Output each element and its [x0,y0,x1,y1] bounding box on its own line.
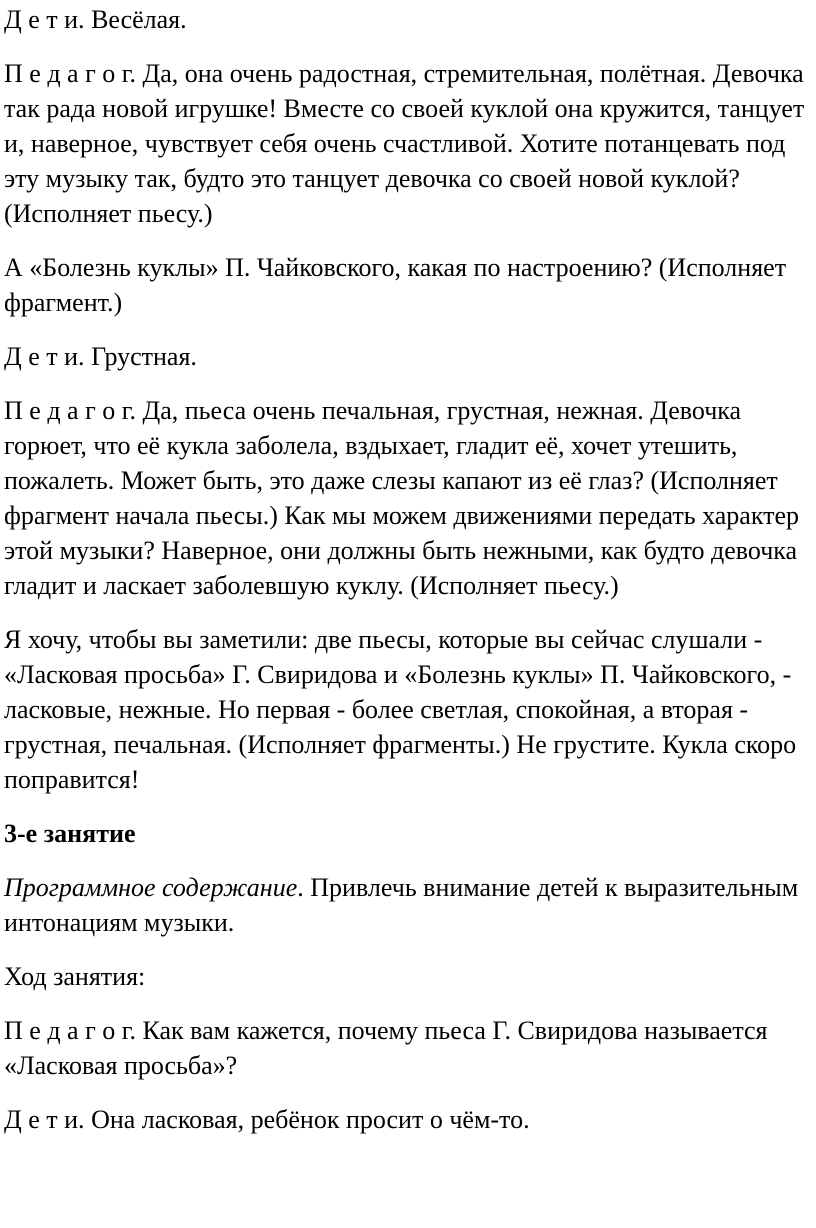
paragraph-text: Грустная. [84,342,197,371]
dialogue-paragraph [4,1102,812,1137]
dialogue-paragraph [4,56,812,231]
paragraph-text: Она ласковая, ребёнок просит о чём-то. [84,1105,530,1134]
speaker-label: Д е т и. [4,342,85,371]
paragraph-text: Да, пьеса очень печальная, грустная, нежная. Девочка горюет, что её кукла заболела, вздыхает, гладит её, хочет утешить, пожалеть. Может быть, это даже слезы капают из её глаз? (Исполняет фрагмент начала пьесы.) Как мы можем движениями передать характер этой музыки? Наверное, они должны быть нежными, как будто девочка гладит и ласкает заболевшую куклу. (Исполняет пьесу.) [4,396,800,600]
speaker-label: Д е т и. [4,1105,85,1134]
paragraph-text: Весёлая. [84,5,187,34]
body-paragraph [4,622,812,797]
program-label: Программное содержание [4,873,298,902]
course-label: Ход занятия: [4,962,146,991]
speaker-label: П е д а г о г. [4,396,136,425]
paragraph-text: Как вам кажется, почему пьеса Г. Свиридова называется «Ласковая просьба»? [4,1016,768,1080]
speaker-label: П е д а г о г. [4,59,136,88]
speaker-label: П е д а г о г. [4,1016,136,1045]
section-heading: 3-е занятие [4,819,136,848]
program-paragraph [4,870,812,940]
body-paragraph [4,250,812,320]
paragraph-text: А «Болезнь куклы» П. Чайковского, какая по настроению? (Исполняет фрагмент.) [4,253,787,317]
dialogue-paragraph [4,393,812,603]
dialogue-paragraph [4,2,812,37]
paragraph-text: Я хочу, чтобы вы заметили: две пьесы, которые вы сейчас слушали - «Ласковая просьба» Г. Свиридова и «Болезнь куклы» П. Чайковского, - ласковые, нежные. Но первая - более светлая, спокойная, а вторая - грустная, печальная. (Исполняет фрагменты.) Не грустите. Кукла скоро поправится! [4,625,797,794]
program-text: . Привлечь внимание детей к выразительным интонациям музыки. [4,873,799,937]
dialogue-paragraph [4,339,812,374]
dialogue-paragraph [4,1013,812,1083]
paragraph-text: Да, она очень радостная, стремительная, полётная. Девочка так рада новой игрушке! Вместе со своей куклой она кружится, танцует и, наверное, чувствует себя очень счастливой. Хотите потанцевать под эту музыку так, будто это танцует девочка со своей новой куклой? (Исполняет пьесу.) [4,59,805,228]
speaker-label: Д е т и. [4,5,85,34]
